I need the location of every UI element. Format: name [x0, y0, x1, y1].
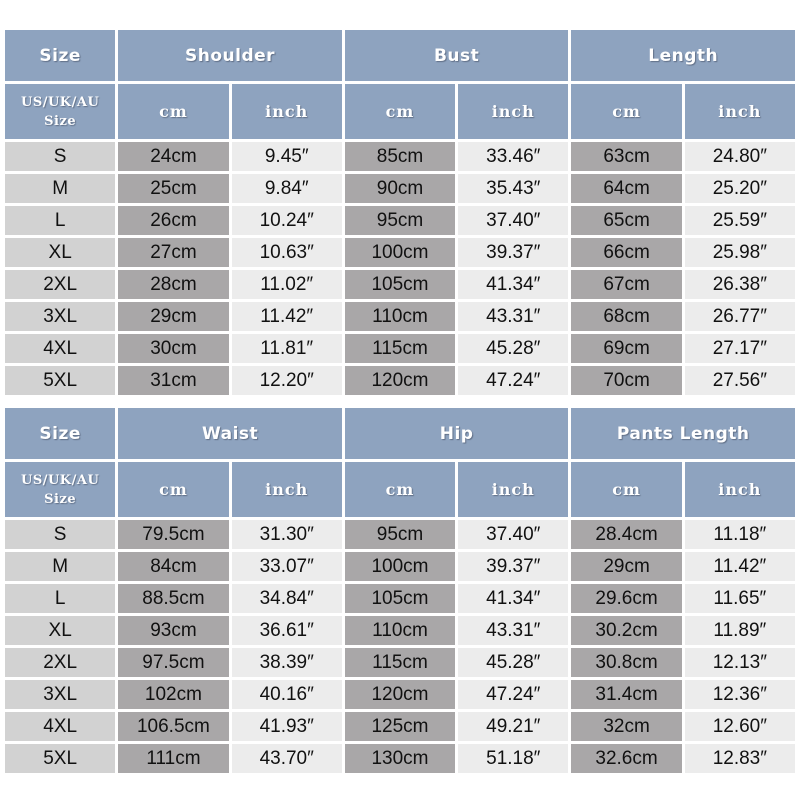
inch-value-cell: 47.24″: [458, 680, 568, 709]
inch-value-cell: 9.84″: [232, 174, 342, 203]
unit-cm-header: cm: [571, 462, 681, 517]
cm-value-cell: 28cm: [118, 270, 228, 299]
cm-value-cell: 97.5cm: [118, 648, 228, 677]
unit-cm-header: cm: [118, 84, 228, 139]
table-row: [5, 712, 795, 741]
cm-value-cell: 24cm: [118, 142, 228, 171]
cm-value-cell: 102cm: [118, 680, 228, 709]
region-label: US/UK/AU: [21, 472, 100, 488]
inch-value-cell: 12.60″: [685, 712, 795, 741]
inch-value-cell: 41.93″: [232, 712, 342, 741]
inch-value-cell: 12.83″: [685, 744, 795, 773]
cm-value-cell: 65cm: [571, 206, 681, 235]
cm-value-cell: 84cm: [118, 552, 228, 581]
unit-header-row: [5, 462, 795, 517]
inch-value-cell: 11.18″: [685, 520, 795, 549]
cm-value-cell: 30cm: [118, 334, 228, 363]
cm-value-cell: 32.6cm: [571, 744, 681, 773]
inch-value-cell: 26.38″: [685, 270, 795, 299]
size-cell: 2XL: [5, 270, 115, 299]
inch-value-cell: 33.46″: [458, 142, 568, 171]
inch-value-cell: 10.24″: [232, 206, 342, 235]
unit-cm-header: cm: [345, 462, 455, 517]
unit-inch-header: inch: [458, 462, 568, 517]
unit-inch-header: inch: [232, 462, 342, 517]
cm-value-cell: 28.4cm: [571, 520, 681, 549]
inch-value-cell: 49.21″: [458, 712, 568, 741]
cm-value-cell: 27cm: [118, 238, 228, 267]
table-row: [5, 520, 795, 549]
unit-cm-header: cm: [118, 462, 228, 517]
cm-value-cell: 64cm: [571, 174, 681, 203]
table-row: [5, 174, 795, 203]
inch-value-cell: 11.42″: [232, 302, 342, 331]
unit-header-row: [5, 84, 795, 139]
inch-value-cell: 39.37″: [458, 238, 568, 267]
table-row: [5, 616, 795, 645]
inch-value-cell: 12.36″: [685, 680, 795, 709]
inch-value-cell: 41.34″: [458, 584, 568, 613]
size-cell: M: [5, 174, 115, 203]
table-row: [5, 238, 795, 267]
table-row: [5, 302, 795, 331]
table-row: [5, 648, 795, 677]
cm-value-cell: 69cm: [571, 334, 681, 363]
inch-value-cell: 25.20″: [685, 174, 795, 203]
inch-value-cell: 38.39″: [232, 648, 342, 677]
inch-value-cell: 40.16″: [232, 680, 342, 709]
inch-value-cell: 25.59″: [685, 206, 795, 235]
inch-value-cell: 34.84″: [232, 584, 342, 613]
region-size-label: Size: [44, 113, 77, 129]
table-row: [5, 334, 795, 363]
size-cell: XL: [5, 238, 115, 267]
inch-value-cell: 10.63″: [232, 238, 342, 267]
table-row: [5, 270, 795, 299]
measurement-group-header: Waist: [118, 408, 342, 459]
unit-cm-header: cm: [345, 84, 455, 139]
inch-value-cell: 45.28″: [458, 648, 568, 677]
cm-value-cell: 29.6cm: [571, 584, 681, 613]
inch-value-cell: 12.20″: [232, 366, 342, 395]
cm-value-cell: 25cm: [118, 174, 228, 203]
size-column-header: Size: [5, 30, 115, 81]
cm-value-cell: 70cm: [571, 366, 681, 395]
size-chart-top: [2, 27, 798, 398]
inch-value-cell: 45.28″: [458, 334, 568, 363]
unit-inch-header: inch: [458, 84, 568, 139]
cm-value-cell: 90cm: [345, 174, 455, 203]
size-cell: 5XL: [5, 366, 115, 395]
region-size-label: Size: [44, 491, 77, 507]
unit-inch-header: inch: [685, 84, 795, 139]
size-cell: S: [5, 520, 115, 549]
cm-value-cell: 79.5cm: [118, 520, 228, 549]
inch-value-cell: 33.07″: [232, 552, 342, 581]
table-row: [5, 206, 795, 235]
cm-value-cell: 93cm: [118, 616, 228, 645]
cm-value-cell: 95cm: [345, 520, 455, 549]
cm-value-cell: 105cm: [345, 584, 455, 613]
inch-value-cell: 25.98″: [685, 238, 795, 267]
inch-value-cell: 9.45″: [232, 142, 342, 171]
cm-value-cell: 30.2cm: [571, 616, 681, 645]
cm-value-cell: 63cm: [571, 142, 681, 171]
inch-value-cell: 11.89″: [685, 616, 795, 645]
size-cell: 5XL: [5, 744, 115, 773]
inch-value-cell: 31.30″: [232, 520, 342, 549]
table-row: [5, 744, 795, 773]
inch-value-cell: 12.13″: [685, 648, 795, 677]
cm-value-cell: 29cm: [118, 302, 228, 331]
size-cell: L: [5, 206, 115, 235]
cm-value-cell: 68cm: [571, 302, 681, 331]
measurement-group-header: Shoulder: [118, 30, 342, 81]
size-cell: 3XL: [5, 302, 115, 331]
measurement-group-header: Pants Length: [571, 408, 795, 459]
cm-value-cell: 67cm: [571, 270, 681, 299]
cm-value-cell: 32cm: [571, 712, 681, 741]
unit-inch-header: inch: [232, 84, 342, 139]
size-chart-bottom: [2, 405, 798, 776]
size-cell: M: [5, 552, 115, 581]
cm-value-cell: 110cm: [345, 616, 455, 645]
inch-value-cell: 39.37″: [458, 552, 568, 581]
table-row: [5, 552, 795, 581]
cm-value-cell: 26cm: [118, 206, 228, 235]
unit-inch-header: inch: [685, 462, 795, 517]
inch-value-cell: 51.18″: [458, 744, 568, 773]
cm-value-cell: 95cm: [345, 206, 455, 235]
inch-value-cell: 11.42″: [685, 552, 795, 581]
cm-value-cell: 125cm: [345, 712, 455, 741]
inch-value-cell: 11.81″: [232, 334, 342, 363]
size-cell: 4XL: [5, 334, 115, 363]
inch-value-cell: 35.43″: [458, 174, 568, 203]
inch-value-cell: 27.17″: [685, 334, 795, 363]
inch-value-cell: 37.40″: [458, 206, 568, 235]
cm-value-cell: 115cm: [345, 334, 455, 363]
inch-value-cell: 27.56″: [685, 366, 795, 395]
inch-value-cell: 37.40″: [458, 520, 568, 549]
region-label: US/UK/AU: [21, 94, 100, 110]
inch-value-cell: 36.61″: [232, 616, 342, 645]
size-cell: 4XL: [5, 712, 115, 741]
cm-value-cell: 106.5cm: [118, 712, 228, 741]
cm-value-cell: 85cm: [345, 142, 455, 171]
table-row: [5, 584, 795, 613]
cm-value-cell: 88.5cm: [118, 584, 228, 613]
measurement-group-header: Length: [571, 30, 795, 81]
inch-value-cell: 43.70″: [232, 744, 342, 773]
size-cell: L: [5, 584, 115, 613]
cm-value-cell: 100cm: [345, 238, 455, 267]
cm-value-cell: 120cm: [345, 680, 455, 709]
size-cell: XL: [5, 616, 115, 645]
table-row: [5, 680, 795, 709]
cm-value-cell: 30.8cm: [571, 648, 681, 677]
inch-value-cell: 43.31″: [458, 302, 568, 331]
measurement-group-header: Bust: [345, 30, 569, 81]
unit-cm-header: cm: [571, 84, 681, 139]
cm-value-cell: 29cm: [571, 552, 681, 581]
inch-value-cell: 11.02″: [232, 270, 342, 299]
table-row: [5, 366, 795, 395]
inch-value-cell: 47.24″: [458, 366, 568, 395]
cm-value-cell: 115cm: [345, 648, 455, 677]
size-cell: S: [5, 142, 115, 171]
size-cell: 3XL: [5, 680, 115, 709]
inch-value-cell: 24.80″: [685, 142, 795, 171]
table-row: [5, 142, 795, 171]
cm-value-cell: 100cm: [345, 552, 455, 581]
region-size-header: [5, 84, 115, 139]
inch-value-cell: 26.77″: [685, 302, 795, 331]
cm-value-cell: 120cm: [345, 366, 455, 395]
cm-value-cell: 31cm: [118, 366, 228, 395]
cm-value-cell: 31.4cm: [571, 680, 681, 709]
region-size-header: [5, 462, 115, 517]
inch-value-cell: 41.34″: [458, 270, 568, 299]
inch-value-cell: 43.31″: [458, 616, 568, 645]
cm-value-cell: 66cm: [571, 238, 681, 267]
measurement-header-row: [5, 408, 795, 459]
size-cell: 2XL: [5, 648, 115, 677]
measurement-group-header: Hip: [345, 408, 569, 459]
size-column-header: Size: [5, 408, 115, 459]
cm-value-cell: 105cm: [345, 270, 455, 299]
cm-value-cell: 130cm: [345, 744, 455, 773]
cm-value-cell: 110cm: [345, 302, 455, 331]
measurement-header-row: [5, 30, 795, 81]
inch-value-cell: 11.65″: [685, 584, 795, 613]
cm-value-cell: 111cm: [118, 744, 228, 773]
